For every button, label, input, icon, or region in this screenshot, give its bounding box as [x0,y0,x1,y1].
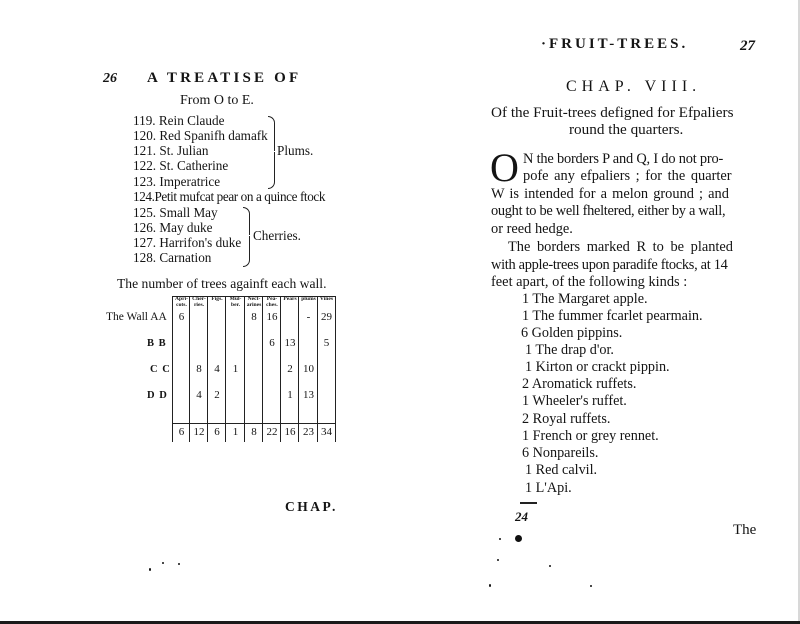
item-number: 119. [133,113,156,128]
paragraph-line: with apple-trees upon paradife ftocks, at 14 [491,257,728,273]
table-cell: 8 [251,311,257,323]
column-header: plums [301,296,316,302]
item-name: Golden pippins. [531,325,623,341]
chapter-heading: CHAP. VIII. [566,78,702,95]
paragraph-line: N the borders P and Q, I do not pro- [523,151,724,167]
table-cell: 8 [196,363,202,375]
column-figs [207,296,226,442]
item-name: Harrifon's duke [159,235,242,250]
item-name: The fummer fcarlet pearmain. [532,308,703,324]
page-number: 27 [740,38,755,54]
speck [489,584,491,587]
item-name: Petit mufcat pear on a quince ftock [154,189,326,204]
item-name: French or grey rennet. [532,428,659,444]
paragraph-line: ought to be well fheltered, either by a wall, [491,203,726,219]
item-quantity: 2 [522,376,530,392]
list-item [521,325,622,342]
item-quantity: 6 [521,325,529,341]
item-number: 127. [133,235,157,250]
item-number: 128. [133,250,157,265]
item-quantity: 1 [522,428,530,444]
cherries-brace-top [243,207,250,235]
list-item [133,205,218,220]
item-number: 121. [133,143,157,158]
total-cell: 6 [178,426,185,438]
list-item [133,113,224,128]
table-cell: 4 [214,363,220,375]
list-item [525,359,670,376]
table-cell: 1 [232,363,239,375]
column-mulberries [225,296,245,442]
item-quantity: 1 [525,359,533,375]
table-cell: 13 [284,337,296,349]
total-cell: 1 [232,426,239,438]
column-header: Figs. [211,296,223,302]
plums-brace-bottom [268,152,275,189]
column-header: Pea-ches. [266,296,278,308]
paragraph-line: The borders marked R to be planted [508,239,733,255]
speck [162,562,164,564]
total-cell: 34 [321,426,332,438]
total-cell: 22 [266,426,278,438]
item-quantity: 2 [522,411,530,427]
table-cell: 1 [287,389,293,401]
column-vines [317,296,336,442]
speck [178,563,180,565]
list-item [522,308,703,325]
drop-cap: O [490,145,519,190]
item-quantity: 1 [525,480,533,496]
item-quantity: 1 [522,308,530,324]
row-label-bb: B B [147,338,167,349]
cherries-brace-bottom [243,236,250,267]
item-name: Red Spanifh damafk [159,128,268,143]
list-item [133,158,228,173]
item-name: L'Api. [535,480,572,496]
plums-label: Plums. [277,143,314,158]
item-name: Wheeler's ruffet. [532,393,627,409]
item-name: Aromatick ruffets. [531,376,637,392]
column-apricots [172,296,190,442]
table-cell: 6 [269,337,275,349]
list-item [525,480,572,497]
list-item [522,428,659,445]
table-cell: 10 [303,363,314,375]
list-item [133,250,211,265]
item-name: Nonpareils. [532,445,599,461]
item-number: 125. [133,205,157,220]
list-item [522,411,610,428]
table-cell: 13 [303,389,314,401]
list-item [522,291,648,308]
chapter-title-line-1: Of the Fruit-trees defigned for Efpaliers [491,104,734,121]
list-item [133,128,268,143]
item-quantity: 1 [525,462,533,478]
column-header: Nect-arines [246,296,262,308]
item-number: 123. [133,174,157,189]
item-quantity: 6 [522,445,530,461]
row-label-cc: C C [150,364,171,375]
list-item [525,462,597,479]
item-name: Kirton or crackt pippin. [535,359,670,375]
table-cell: 4 [196,389,202,401]
column-peaches [262,296,281,442]
column-plums [298,296,318,442]
table-cell: - [306,311,311,323]
table-caption: The number of trees againft each wall. [117,276,327,291]
item-name: Carnation [159,250,212,265]
table-cell: 29 [321,311,332,323]
item-quantity: 1 [522,291,530,307]
item-name: The drap d'or. [535,342,614,358]
column-nectarines [244,296,263,442]
speck [549,565,551,567]
table-cell: 16 [266,311,278,323]
item-number: 122. [133,158,157,173]
column-header: Cher-ries. [192,296,206,308]
chapter-title-line-2: round the quarters. [569,121,684,138]
speck [499,538,501,540]
item-name: Small May [159,205,218,220]
ink-blot [515,535,522,542]
item-name: St. Julian [159,143,209,158]
table-cell: 5 [323,337,330,349]
list-item [133,235,241,250]
list-item [522,445,598,462]
item-name: The Margaret apple. [532,291,648,307]
item-name: May duke [159,220,213,235]
speck [497,559,499,561]
item-quantity: 1 [522,393,530,409]
subheading: From O to E. [180,93,254,108]
total-cell: 12 [193,426,205,438]
paragraph-line: pofe any efpaliers ; for the quarter [523,168,732,184]
table-cell: 2 [287,363,293,375]
column-pears [280,296,299,442]
page-number: 26 [103,71,117,86]
item-name: Royal ruffets. [532,411,611,427]
table-cell: 6 [178,311,185,323]
plums-brace-top [268,116,275,151]
list-item [133,143,208,158]
list-item [522,393,627,410]
column-header: Vines [319,296,334,302]
item-number: 126. [133,220,157,235]
trees-per-wall-table [172,296,336,442]
paragraph-line: or reed hedge. [491,221,573,237]
list-item [525,342,614,359]
total-count: 24 [515,509,528,524]
total-cell: 8 [251,426,257,438]
running-head: A TREATISE OF [147,70,302,86]
paragraph-line: W is intended for a melon ground ; and [491,186,729,202]
item-name: St. Catherine [159,158,229,173]
column-cherries [189,296,208,442]
catchword: CHAP. [285,499,338,514]
list-item [133,174,220,189]
item-name: Imperatrice [159,174,221,189]
list-item [133,220,212,235]
column-header: Mul-ber. [229,296,242,308]
row-label-aa: The Wall AA [106,311,167,323]
running-head: ·FRUIT-TREES. [541,36,689,52]
paragraph-line: feet apart, of the following kinds : [491,274,688,290]
table-cell: 2 [214,389,220,401]
total-cell: 16 [284,426,296,438]
item-name: Rein Claude [158,113,225,128]
list-item [522,376,636,393]
total-cell: 6 [214,426,220,438]
cherries-label: Cherries. [253,228,301,243]
column-header: Apri-cots. [174,296,189,308]
item-number: 120. [133,128,157,143]
column-header: Pears [283,296,297,302]
running-head-text: FRUIT-TREES. [549,36,689,52]
row-label-dd: D D [147,390,168,401]
item-number: 124. [133,189,155,204]
speck [590,585,592,587]
item-quantity: 1 [525,342,533,358]
sum-rule [520,502,537,504]
item-name: Red calvil. [535,462,598,478]
speck [149,568,151,571]
total-cell: 23 [303,426,314,438]
catchword: The [733,522,757,538]
list-item [133,189,325,204]
